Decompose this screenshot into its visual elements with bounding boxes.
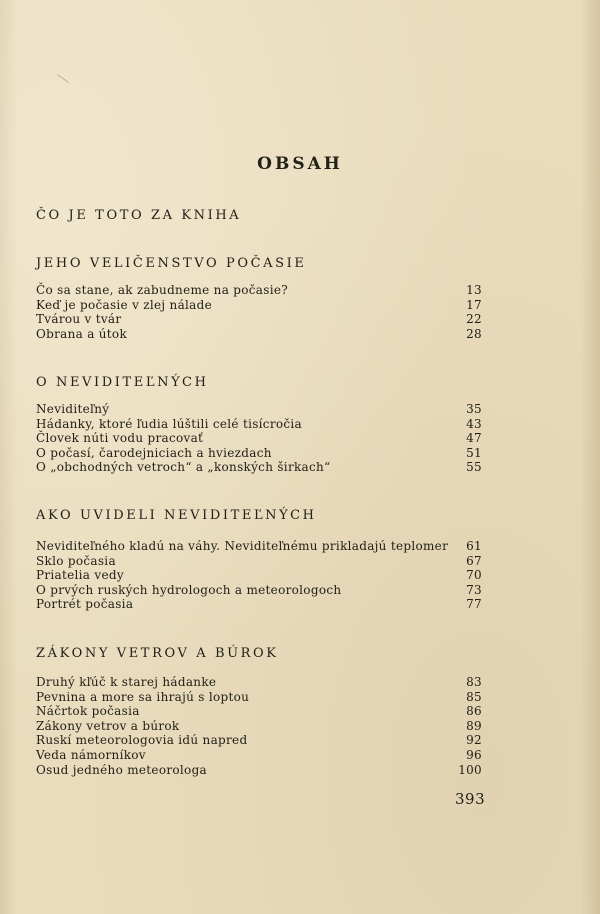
- entry-title: O prvých ruských hydrologoch a meteorologoch: [36, 582, 342, 597]
- toc-entry[interactable]: [36, 417, 482, 432]
- toc-entry[interactable]: [36, 431, 482, 446]
- toc-entry[interactable]: [36, 733, 482, 748]
- toc-entry[interactable]: [36, 283, 482, 298]
- entry-page-number: 77: [466, 597, 482, 612]
- toc-entry[interactable]: [36, 719, 482, 734]
- toc-entry-list: [36, 539, 482, 612]
- entry-title: Osud jedného meteorologa: [36, 762, 208, 777]
- chapter-heading: JEHO VELIČENSTVO POČASIE: [36, 256, 307, 271]
- entry-page-number: 67: [466, 553, 482, 568]
- chapter-heading: ČO JE TOTO ZA KNIHA: [36, 208, 242, 223]
- paper-mark: [57, 74, 69, 83]
- entry-title: O počasí, čarodejniciach a hviezdach: [36, 445, 272, 460]
- chapter-heading: O NEVIDITEĽNÝCH: [36, 375, 209, 390]
- entry-title: Veda námorníkov: [36, 747, 146, 762]
- toc-entry[interactable]: [36, 704, 482, 719]
- entry-title: Keď je počasie v zlej nálade: [36, 297, 213, 312]
- toc-entry[interactable]: [36, 327, 482, 342]
- entry-page-number: 89: [466, 718, 482, 733]
- entry-title: Obrana a útok: [36, 326, 128, 341]
- entry-title: Priatelia vedy: [36, 568, 124, 583]
- entry-title: Človek núti vodu pracovať: [36, 431, 204, 446]
- entry-title: Zákony vetrov a búrok: [36, 718, 180, 733]
- entry-page-number: 28: [466, 326, 482, 341]
- entry-title: Hádanky, ktoré ľudia lúštili celé tisícročia: [36, 416, 302, 431]
- toc-entry[interactable]: [36, 539, 482, 554]
- toc-entry[interactable]: [36, 460, 482, 475]
- entry-page-number: 43: [466, 416, 482, 431]
- entry-title: Neviditeľný: [36, 402, 110, 416]
- entry-page-number: 86: [466, 704, 482, 719]
- entry-page-number: 73: [466, 582, 482, 597]
- entry-page-number: 96: [466, 747, 482, 762]
- entry-page-number: 85: [466, 689, 482, 704]
- toc-entry[interactable]: [36, 763, 482, 778]
- entry-title: Ruskí meteorologovia idú napred: [36, 733, 248, 748]
- entry-title: Pevnina a more sa ihrajú s loptou: [36, 689, 250, 704]
- entry-page-number: 17: [466, 297, 482, 312]
- entry-page-number: 22: [466, 312, 482, 327]
- toc-entry[interactable]: [36, 748, 482, 763]
- entry-page-number: 61: [466, 539, 482, 553]
- toc-entry[interactable]: [36, 298, 482, 313]
- entry-page-number: 92: [466, 733, 482, 748]
- toc-entry-list: [36, 675, 482, 777]
- entry-page-number: 47: [466, 431, 482, 446]
- toc-entry[interactable]: [36, 675, 482, 690]
- toc-entry[interactable]: [36, 446, 482, 461]
- toc-entry[interactable]: [36, 597, 482, 612]
- entry-title: Neviditeľného kladú na váhy. Neviditeľnému prikladajú teplomer: [36, 539, 449, 553]
- toc-entry[interactable]: [36, 583, 482, 598]
- toc-entry[interactable]: [36, 402, 482, 417]
- entry-title: Portrét počasia: [36, 597, 134, 612]
- entry-title: Náčrtok počasia: [36, 704, 140, 719]
- entry-title: O „obchodných vetroch“ a „konských širkach“: [36, 460, 331, 475]
- entry-page-number: 55: [466, 460, 482, 475]
- toc-entry[interactable]: [36, 554, 482, 569]
- chapter-heading: AKO UVIDELI NEVIDITEĽNÝCH: [36, 508, 317, 523]
- entry-page-number: 35: [466, 402, 482, 416]
- entry-page-number: 51: [466, 445, 482, 460]
- toc-entry[interactable]: [36, 312, 482, 327]
- toc-entry-list: [36, 402, 482, 475]
- chapter-heading: ZÁKONY VETROV A BÚROK: [36, 646, 279, 661]
- entry-title: Druhý kľúč k starej hádanke: [36, 675, 217, 689]
- page-number: 393: [455, 790, 486, 808]
- entry-page-number: 83: [466, 675, 482, 689]
- entry-page-number: 100: [458, 762, 482, 777]
- toc-entry-list: [36, 283, 482, 341]
- entry-title: Čo sa stane, ak zabudneme na počasie?: [36, 283, 288, 297]
- entry-page-number: 70: [466, 568, 482, 583]
- entry-page-number: 13: [466, 283, 482, 297]
- toc-title: OBSAH: [257, 154, 343, 174]
- toc-entry[interactable]: [36, 568, 482, 583]
- entry-title: Sklo počasia: [36, 553, 116, 568]
- toc-entry[interactable]: [36, 690, 482, 705]
- entry-title: Tvárou v tvár: [36, 312, 122, 327]
